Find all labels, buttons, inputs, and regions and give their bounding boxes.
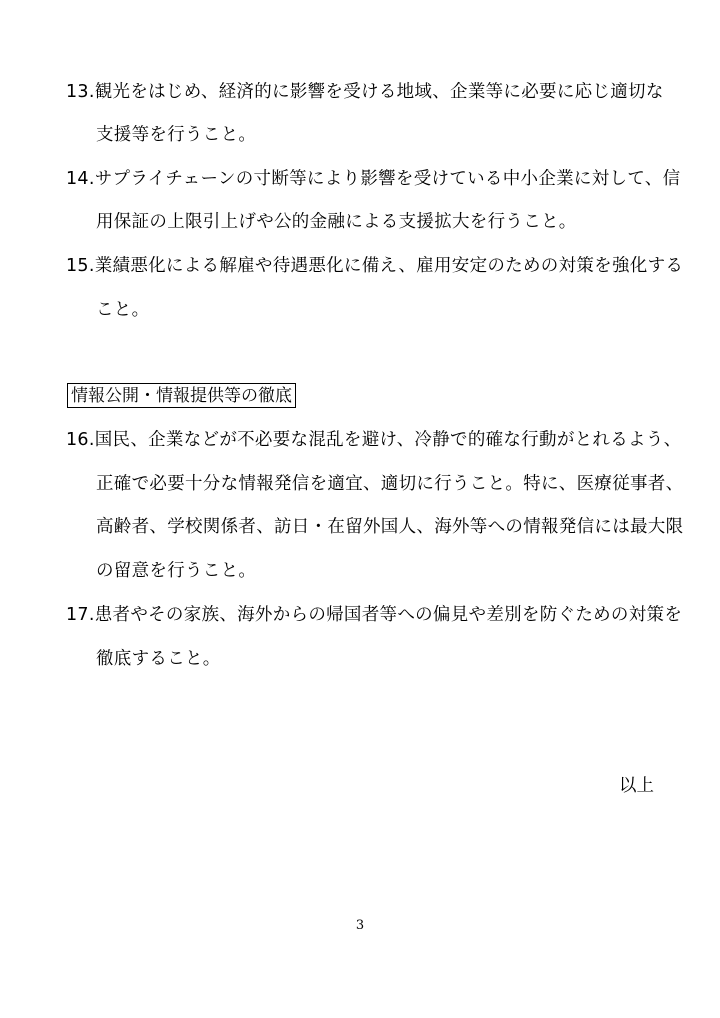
item-16-text-3: 高齢者、学校関係者、訪日・在留外国人、海外等への情報発信には最大限: [96, 517, 684, 537]
item-15-line-2: [96, 298, 149, 322]
item-14-number: 14.: [66, 169, 95, 189]
item-15-text-1: 業績悪化による解雇や待遇悪化に備え、雇用安定のための対策を強化する: [94, 256, 684, 276]
item-16-text-1: 国民、企業などが不必要な混乱を避け、冷静で的確な行動がとれるよう、: [94, 430, 682, 450]
item-13-line-2: [96, 123, 256, 147]
section-heading: 情報公開・情報提供等の徹底: [67, 383, 296, 408]
item-16-number: 16.: [66, 430, 95, 450]
item-17-line-1: [66, 603, 682, 627]
item-17-text-2: 徹底すること。: [96, 649, 221, 669]
item-13-number: 13.: [66, 82, 95, 102]
closing-text: 以上: [619, 776, 654, 796]
item-13-text-1: 観光をはじめ、経済的に影響を受ける地域、企業等に必要に応じ適切な: [94, 82, 664, 102]
item-17-line-2: [96, 647, 221, 671]
item-16-text-4: の留意を行うこと。: [96, 561, 257, 581]
item-14-line-1: [66, 167, 680, 191]
item-16-line-1: [66, 428, 681, 452]
item-13-line-1: [66, 80, 664, 104]
item-16-line-4: [96, 559, 256, 583]
item-16-line-3: [96, 515, 683, 539]
page-number: 3: [355, 918, 365, 933]
item-16-line-2: [96, 472, 683, 496]
item-14-text-2: 用保証の上限引上げや公的金融による支援拡大を行うこと。: [96, 212, 577, 232]
item-17-number: 17.: [66, 605, 95, 625]
item-14-line-2: [96, 210, 577, 234]
item-15-text-2: こと。: [96, 300, 150, 320]
item-13-text-2: 支援等を行うこと。: [96, 125, 257, 145]
item-14-text-1: サプライチェーンの寸断等により影響を受けている中小企業に対して、信: [94, 169, 681, 189]
item-17-text-1: 患者やその家族、海外からの帰国者等への偏見や差別を防ぐための対策を: [94, 605, 683, 625]
item-16-text-2: 正確で必要十分な情報発信を適宜、適切に行うこと。特に、医療従事者、: [96, 474, 684, 494]
item-15-number: 15.: [66, 256, 95, 276]
item-15-line-1: [66, 254, 683, 278]
